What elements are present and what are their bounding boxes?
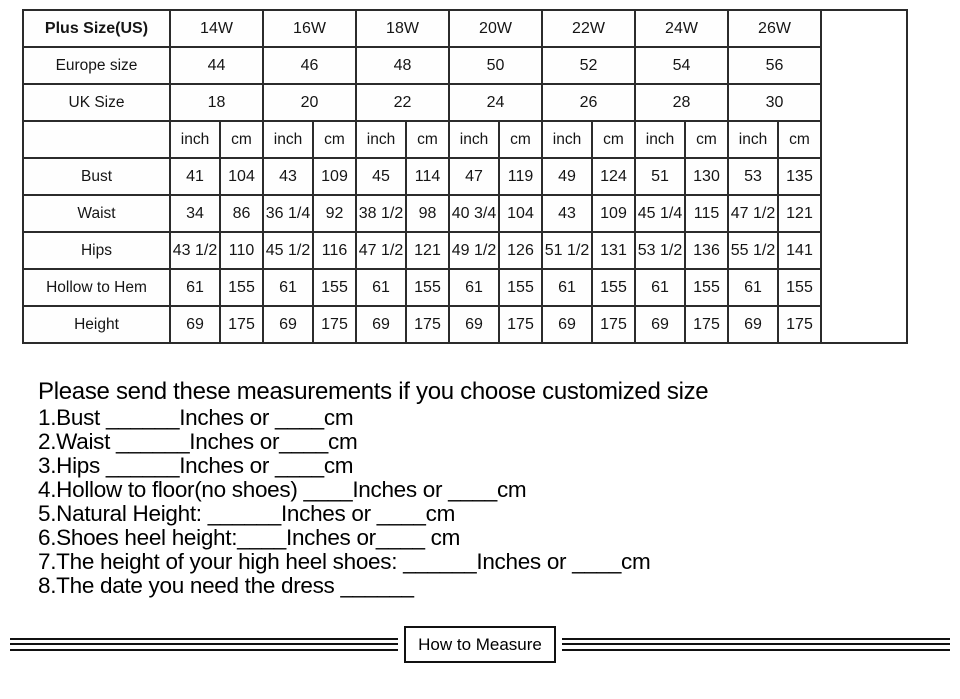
measurement-cell: 45 1/4 xyxy=(635,195,685,232)
size-header-cell: 52 xyxy=(542,47,635,84)
measurement-cell: 114 xyxy=(406,158,449,195)
size-header-cell: 46 xyxy=(263,47,356,84)
measurement-cell: 47 xyxy=(449,158,499,195)
measurement-cell: 47 1/2 xyxy=(728,195,778,232)
note-line: 6.Shoes heel height:____Inches or____ cm xyxy=(38,525,461,550)
row-label: Hips xyxy=(23,232,170,269)
divider-line-left xyxy=(10,638,398,651)
measurement-cell: 115 xyxy=(685,195,728,232)
measurement-cell: 69 xyxy=(542,306,592,343)
measurement-cell: 136 xyxy=(685,232,728,269)
measurement-cell: 155 xyxy=(220,269,263,306)
note-line: 7.The height of your high heel shoes: ______Inches or ____cm xyxy=(38,549,651,574)
divider-line-right xyxy=(562,638,950,651)
empty-column xyxy=(821,10,907,343)
size-table-body xyxy=(23,10,907,343)
notes-title: Please send these measurements if you choose customized size xyxy=(38,378,709,405)
how-to-measure-box xyxy=(404,626,556,663)
row-label: Plus Size(US) xyxy=(23,10,170,47)
table-row xyxy=(23,158,907,195)
table-row xyxy=(23,232,907,269)
measurement-cell: 131 xyxy=(592,232,635,269)
row-label: Bust xyxy=(23,158,170,195)
measurement-cell: 36 1/4 xyxy=(263,195,313,232)
unit-cell: inch xyxy=(356,121,406,158)
footer-divider xyxy=(10,626,950,663)
measurement-cell: 155 xyxy=(685,269,728,306)
measurement-cell: 175 xyxy=(406,306,449,343)
measurement-cell: 121 xyxy=(778,195,821,232)
unit-cell: inch xyxy=(542,121,592,158)
measurement-cell: 130 xyxy=(685,158,728,195)
measurement-cell: 40 3/4 xyxy=(449,195,499,232)
measurement-cell: 155 xyxy=(406,269,449,306)
note-line: 3.Hips ______Inches or ____cm xyxy=(38,453,354,478)
measurement-cell: 45 1/2 xyxy=(263,232,313,269)
measurement-cell: 109 xyxy=(313,158,356,195)
measurement-cell: 53 1/2 xyxy=(635,232,685,269)
row-label: Height xyxy=(23,306,170,343)
measurement-cell: 92 xyxy=(313,195,356,232)
unit-cell: cm xyxy=(406,121,449,158)
measurement-cell: 69 xyxy=(263,306,313,343)
measurement-cell: 51 1/2 xyxy=(542,232,592,269)
size-header-cell: 20 xyxy=(263,84,356,121)
note-line: 1.Bust ______Inches or ____cm xyxy=(38,405,354,430)
row-label: Europe size xyxy=(23,47,170,84)
unit-cell: inch xyxy=(449,121,499,158)
measurement-cell: 86 xyxy=(220,195,263,232)
table-row xyxy=(23,306,907,343)
table-row xyxy=(23,195,907,232)
measurement-cell: 61 xyxy=(356,269,406,306)
size-header-cell: 26 xyxy=(542,84,635,121)
unit-cell: inch xyxy=(170,121,220,158)
note-line: 8.The date you need the dress ______ xyxy=(38,573,414,598)
size-header-cell: 18W xyxy=(356,10,449,47)
unit-cell: inch xyxy=(263,121,313,158)
unit-cell: cm xyxy=(778,121,821,158)
row-label: Waist xyxy=(23,195,170,232)
size-header-cell: 28 xyxy=(635,84,728,121)
measurement-cell: 55 1/2 xyxy=(728,232,778,269)
size-header-cell: 54 xyxy=(635,47,728,84)
unit-cell: cm xyxy=(685,121,728,158)
measurement-cell: 61 xyxy=(170,269,220,306)
size-header-cell: 56 xyxy=(728,47,821,84)
table-row xyxy=(23,84,907,121)
size-header-cell: 30 xyxy=(728,84,821,121)
size-header-cell: 24W xyxy=(635,10,728,47)
size-header-cell: 16W xyxy=(263,10,356,47)
size-header-cell: 22 xyxy=(356,84,449,121)
measurement-cell: 109 xyxy=(592,195,635,232)
measurement-cell: 43 1/2 xyxy=(170,232,220,269)
measurement-cell: 61 xyxy=(263,269,313,306)
measurement-cell: 121 xyxy=(406,232,449,269)
measurement-cell: 38 1/2 xyxy=(356,195,406,232)
measurement-cell: 61 xyxy=(728,269,778,306)
size-header-cell: 24 xyxy=(449,84,542,121)
size-header-cell: 18 xyxy=(170,84,263,121)
measurement-cell: 34 xyxy=(170,195,220,232)
custom-size-notes xyxy=(38,378,918,598)
measurement-cell: 135 xyxy=(778,158,821,195)
table-row xyxy=(23,47,907,84)
measurement-cell: 175 xyxy=(685,306,728,343)
measurement-cell: 49 xyxy=(542,158,592,195)
measurement-cell: 104 xyxy=(499,195,542,232)
how-to-measure-label: How to Measure xyxy=(418,635,542,654)
measurement-cell: 61 xyxy=(635,269,685,306)
measurement-cell: 155 xyxy=(313,269,356,306)
note-line: 4.Hollow to floor(no shoes) ____Inches or ____cm xyxy=(38,477,527,502)
row-label: UK Size xyxy=(23,84,170,121)
measurement-cell: 69 xyxy=(170,306,220,343)
measurement-cell: 41 xyxy=(170,158,220,195)
measurement-cell: 141 xyxy=(778,232,821,269)
table-row xyxy=(23,10,907,47)
size-header-cell: 14W xyxy=(170,10,263,47)
measurement-cell: 69 xyxy=(635,306,685,343)
size-header-cell: 44 xyxy=(170,47,263,84)
size-header-cell: 20W xyxy=(449,10,542,47)
measurement-cell: 43 xyxy=(263,158,313,195)
note-line: 5.Natural Height: ______Inches or ____cm xyxy=(38,501,456,526)
measurement-cell: 175 xyxy=(778,306,821,343)
measurement-cell: 119 xyxy=(499,158,542,195)
measurement-cell: 47 1/2 xyxy=(356,232,406,269)
measurement-cell: 175 xyxy=(499,306,542,343)
measurement-cell: 104 xyxy=(220,158,263,195)
measurement-cell: 124 xyxy=(592,158,635,195)
notes-lines xyxy=(38,406,918,598)
measurement-cell: 51 xyxy=(635,158,685,195)
measurement-cell: 155 xyxy=(499,269,542,306)
measurement-cell: 69 xyxy=(449,306,499,343)
measurement-cell: 61 xyxy=(542,269,592,306)
size-header-cell: 26W xyxy=(728,10,821,47)
unit-cell: cm xyxy=(592,121,635,158)
size-table xyxy=(22,9,908,344)
table-row xyxy=(23,269,907,306)
measurement-cell: 155 xyxy=(778,269,821,306)
unit-cell: inch xyxy=(635,121,685,158)
measurement-cell: 53 xyxy=(728,158,778,195)
measurement-cell: 175 xyxy=(313,306,356,343)
note-line: 2.Waist ______Inches or____cm xyxy=(38,429,358,454)
unit-cell: cm xyxy=(499,121,542,158)
measurement-cell: 175 xyxy=(592,306,635,343)
measurement-cell: 61 xyxy=(449,269,499,306)
measurement-cell: 49 1/2 xyxy=(449,232,499,269)
table-row xyxy=(23,121,907,158)
size-header-cell: 22W xyxy=(542,10,635,47)
measurement-cell: 69 xyxy=(728,306,778,343)
size-header-cell: 50 xyxy=(449,47,542,84)
measurement-cell: 43 xyxy=(542,195,592,232)
measurement-cell: 116 xyxy=(313,232,356,269)
unit-cell: cm xyxy=(313,121,356,158)
unit-cell: inch xyxy=(728,121,778,158)
measurement-cell: 155 xyxy=(592,269,635,306)
measurement-cell: 69 xyxy=(356,306,406,343)
row-label: Hollow to Hem xyxy=(23,269,170,306)
measurement-cell: 110 xyxy=(220,232,263,269)
unit-cell: cm xyxy=(220,121,263,158)
size-header-cell: 48 xyxy=(356,47,449,84)
row-label xyxy=(23,121,170,158)
measurement-cell: 126 xyxy=(499,232,542,269)
measurement-cell: 98 xyxy=(406,195,449,232)
measurement-cell: 175 xyxy=(220,306,263,343)
measurement-cell: 45 xyxy=(356,158,406,195)
